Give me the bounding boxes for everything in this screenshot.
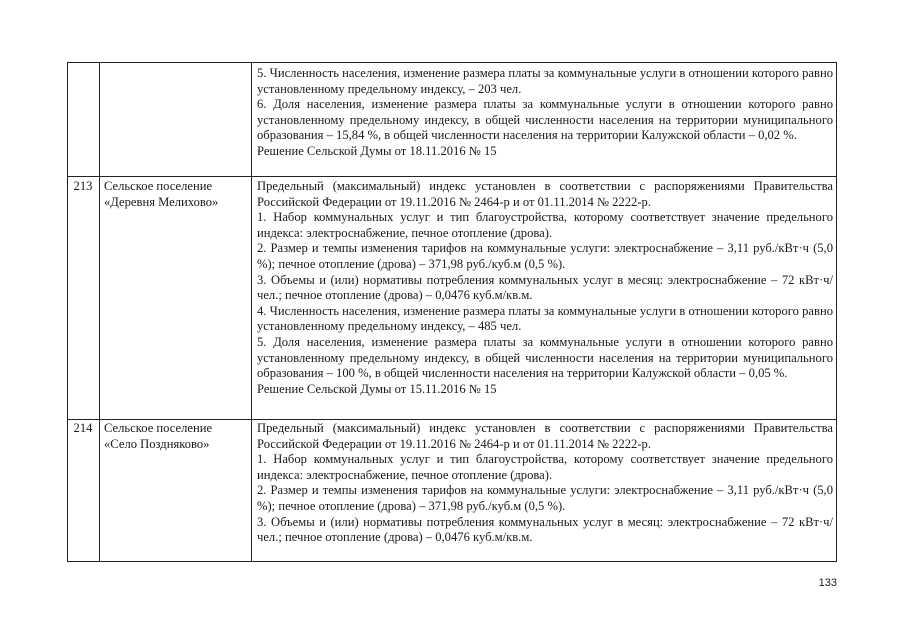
table-row-214-description — [257, 421, 833, 546]
row-number: 214 — [73, 421, 93, 435]
table-row-213-description — [257, 179, 833, 397]
paragraph: 2. Размер и темпы изменения тарифов на коммунальные услуги: электроснабжение – 3,11 руб./кВт·ч (5,0 %); печное отопление (дрова) – 371,98 руб./куб.м (0,5 %). — [257, 241, 833, 271]
page-number: 133 — [818, 577, 837, 589]
settlement-name: Сельское поселение «Село Поздняково» — [104, 421, 213, 451]
row-divider-213 — [67, 176, 837, 177]
decision-reference: Решение Сельской Думы от 15.11.2016 № 15 — [257, 381, 497, 396]
paragraph: 3. Объемы и (или) нормативы потребления коммунальных услуг в месяц: электроснабжение – 72 кВт·ч/чел.; печное отопление (дрова) – 0,0476 куб.м/кв.м. — [257, 514, 833, 545]
paragraph: Предельный (максимальный) индекс установлен в соответствии с распоряжениями Правительства Российской Федерации от 19.11.2016 № 2464-р и от 01.11.2014 № 2222-р. — [257, 179, 833, 209]
column-divider-number — [99, 62, 100, 562]
column-divider-settlement — [251, 62, 252, 562]
row-divider-214 — [67, 419, 837, 420]
paragraph: 1. Набор коммунальных услуг и тип благоустройства, которому соответствует значение предельного индекса: электроснабжение, печное отопление (дрова). — [257, 210, 833, 240]
paragraph: 6. Доля населения, изменение размера платы за коммунальные услуги в отношении которого равно установленному предельному индексу, в общей численности населения на территории муниципального образования – 15,84 %, в общей численности населения на территории Калужской области – 0,02 %. — [257, 97, 833, 143]
paragraph: Предельный (максимальный) индекс установлен в соответствии с распоряжениями Правительства Российской Федерации от 19.11.2016 № 2464-р и от 01.11.2014 № 2222-р. — [257, 421, 833, 451]
paragraph: 5. Численность населения, изменение размера платы за коммунальные услуги в отношении которого равно установленному предельному индексу, – 203 чел. — [257, 66, 833, 96]
paragraph: 4. Численность населения, изменение размера платы за коммунальные услуги в отношении которого равно установленному предельному индексу, – 485 чел. — [257, 303, 833, 334]
paragraph: 1. Набор коммунальных услуг и тип благоустройства, которому соответствует значение предельного индекса: электроснабжение, печное отопление (дрова). — [257, 452, 833, 482]
table-row-continuation-description — [257, 66, 833, 160]
paragraph: 3. Объемы и (или) нормативы потребления коммунальных услуг в месяц: электроснабжение – 72 кВт·ч/чел.; печное отопление (дрова) – 0,0476 куб.м/кв.м. — [257, 272, 833, 303]
decision-reference: Решение Сельской Думы от 18.11.2016 № 15 — [257, 143, 497, 158]
row-number: 213 — [73, 179, 93, 193]
paragraph: 5. Доля населения, изменение размера платы за коммунальные услуги в отношении которого равно установленному предельному индексу, в общей численности населения на территории муниципального образования – 100 %, в общей численности населения на территории Калужской области – 0,05 %. — [257, 334, 833, 381]
paragraph: 2. Размер и темпы изменения тарифов на коммунальные услуги: электроснабжение – 3,11 руб./кВт·ч (5,0 %); печное отопление (дрова) – 371,98 руб./куб.м (0,5 %). — [257, 483, 833, 513]
settlement-name: Сельское поселение «Деревня Мелихово» — [104, 179, 219, 209]
